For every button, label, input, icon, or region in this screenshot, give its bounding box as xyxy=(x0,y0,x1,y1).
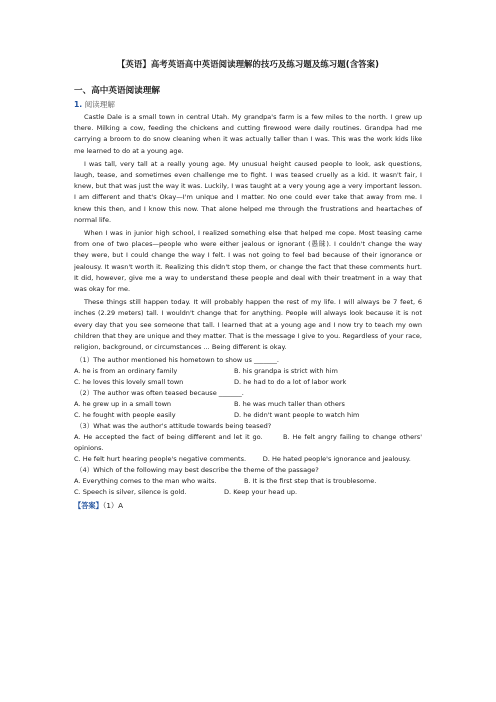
question-category: 阅读理解 xyxy=(84,100,115,109)
question-1-options-row-1 xyxy=(74,366,422,377)
question-1-options-row-2 xyxy=(74,377,422,388)
question-2-option-a: A. he grew up in a small town xyxy=(74,400,172,409)
passage-paragraph-1: Castle Dale is a small town in central Utah. My grandpa's farm is a few miles to the north. I grew up there. Milking a cow, feeding the chickens and cutting firewood were daily routines. Grandpa had me carrying a broom to do snow cleaning when it was actually taller than I was. This was the work kids like me learned to do at a young age. xyxy=(74,113,422,155)
question-4-option-c: C. Speech is silver, silence is gold. xyxy=(74,488,187,497)
passage-paragraph-2: I was tall, very tall at a really young age. My unusual height caused people to look, ask questions, laugh, tease, and sometimes even challenge me to fight. I was teased cruelly as a kid. It wasn't fair, I knew, but that was just the way it was. Luckily, I was taught at a very young age a very important lesson. I am different and that's Okay—I'm unique and I matter. No one could ever take that away from me. I knew this then, and I know this now. That alone helped me through the frustrations and heartaches of normal life. xyxy=(74,159,422,224)
passage-paragraph-3: When I was in junior high school, I realized something else that helped me cope. Most teasing came from one of two places—people who were either jealous or ignorant (愚昧). I couldn't change the way they were, but I could change the way I felt. I was not going to feel bad because of their ignorance or jealousy. It wasn't worth it. Realizing this didn't stop them, or change the fact that these comments hurt. It did, however, give me a way to understand these people and deal with their treatment in a way that was okay for me. xyxy=(74,229,422,294)
question-1-option-c: C. he loves this lovely small town xyxy=(74,378,184,387)
passage-paragraph-4: These things still happen today. It will probably happen the rest of my life. I will always be 7 feet, 6 inches (2.29 meters) tall. I wouldn't change that for anything. People will always look because it is not every day that you see someone that tall. I learned that at a young age and I now try to teach my own children that they are unique and they matter. That is the message I give to you. Regardless of your race, religion, background, or circumstances ... Being different is okay. xyxy=(74,298,422,352)
question-3-option-c: C. He felt hurt hearing people's negative comments. xyxy=(74,455,247,464)
question-2-option-b: B. he was much taller than others xyxy=(234,400,345,409)
document-title: 【英语】高考英语高中英语阅读理解的技巧及练习题及练习题(含答案) xyxy=(116,59,380,69)
question-2-stem: （2）The author was often teased because _______. xyxy=(76,389,244,398)
question-3-options-cd xyxy=(74,454,422,465)
document-content xyxy=(74,58,422,511)
question-number: 1. xyxy=(74,100,83,109)
question-3-option-a: A. He accepted the fact of being different and let it go. xyxy=(74,433,263,442)
question-3-option-d: D. He hated people's ignorance and jealousy. xyxy=(262,455,411,464)
question-2-options-row-1 xyxy=(74,399,422,410)
answer-text: （1）A xyxy=(102,501,124,511)
question-4-option-d: D. Keep your head up. xyxy=(224,488,298,497)
question-3-options-ab xyxy=(74,432,422,454)
question-3-stem: （3）What was the author's attitude towards being teased? xyxy=(76,422,272,431)
question-4-option-b: B. It is the first step that is troublesome. xyxy=(244,477,377,486)
question-3-option-b: B. He felt angry failing to change others' opinions. xyxy=(74,433,423,453)
question-2-option-c: C. he fought with people easily xyxy=(74,411,176,420)
question-2-option-d: D. he didn't want people to watch him xyxy=(234,411,360,420)
answer-label: 【答案】 xyxy=(74,501,103,511)
question-2-options-row-2 xyxy=(74,410,422,421)
question-4-option-a: A. Everything comes to the man who waits. xyxy=(74,477,217,486)
question-4-options-row-2 xyxy=(74,487,422,498)
question-4-options-row-1 xyxy=(74,476,422,487)
question-1-option-d: D. he had to do a lot of labor work xyxy=(234,378,347,387)
answer-line xyxy=(74,501,422,511)
question-1-option-b: B. his grandpa is strict with him xyxy=(234,367,338,376)
section-heading: 一、高中英语阅读理解 xyxy=(74,86,160,96)
question-header xyxy=(74,99,422,110)
question-1-stem: （1）The author mentioned his hometown to show us _______. xyxy=(76,356,280,365)
question-1-option-a: A. he is from an ordinary family xyxy=(74,367,178,376)
question-4-stem: （4）Which of the following may best describe the theme of the passage? xyxy=(76,466,319,475)
